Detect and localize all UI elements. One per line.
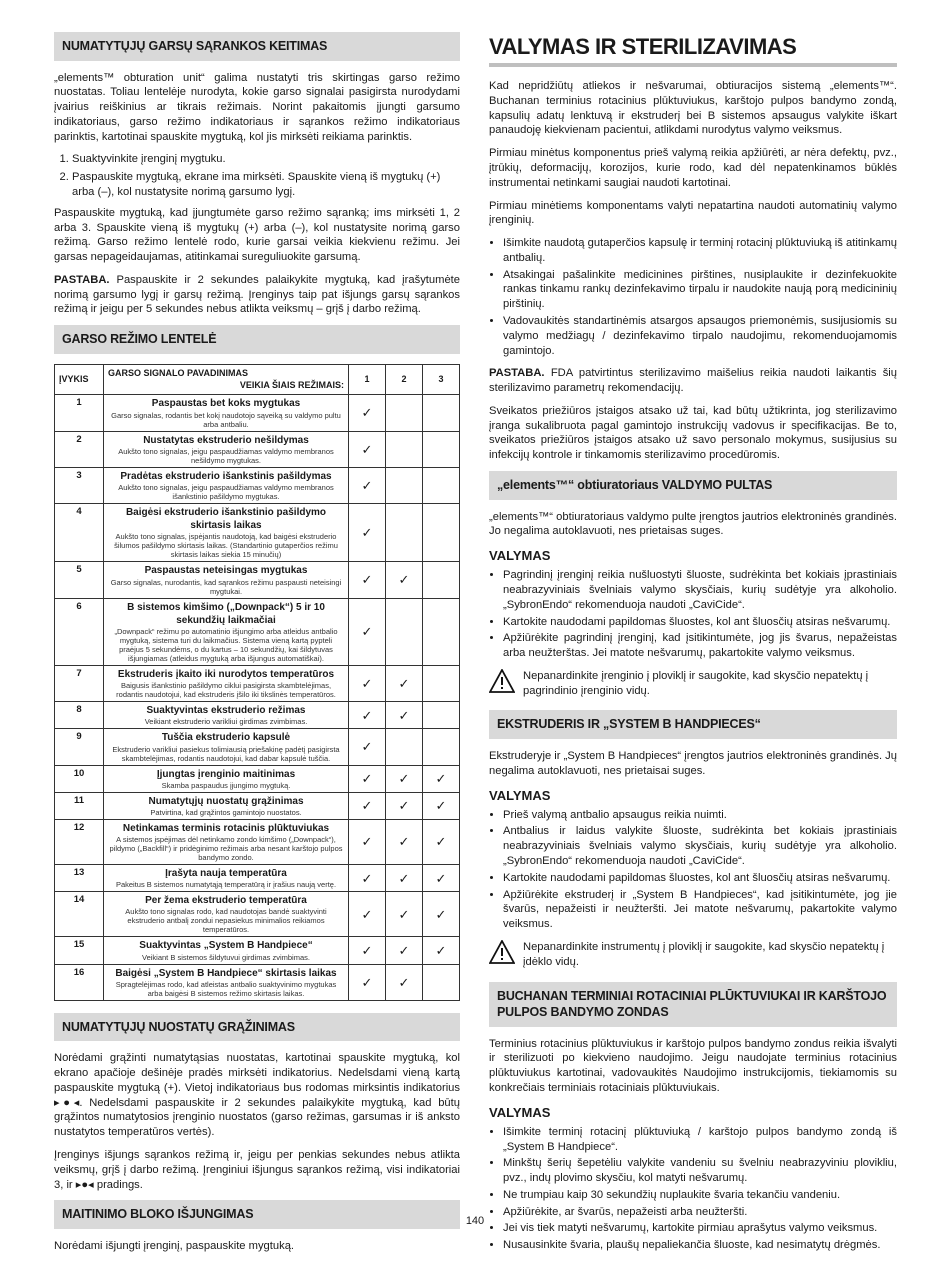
mode-check: ✓: [423, 765, 460, 792]
step-item: 1. Suaktyvinkite įrenginį mygtuku.: [72, 152, 460, 167]
section-title: NUMATYTŲJŲ GARSŲ SĄRANKOS KEITIMAS: [54, 32, 460, 61]
signal-description: Spragtelėjimas rodo, kad atleistas antbalio suaktyvinimo mygtukas arba baigėsi B sistemos režimo skirtasis laikas.: [115, 979, 337, 998]
mode-check: ✓: [386, 665, 423, 701]
paragraph: Kad nepridžiūtų atliekos ir nešvarumai, obtiuracijos sistemą „elements™“. Buchanan terminius rotacinius plūktuviukus, karštojo pulpos bandymo zondą, kapsulių adatų lenktuvą ir ekstruderį bei B sistemos apsaugus valykite iškart panaudoję kiekvienam pacientui, atlikdami nurodytus valymo veiksmus.: [489, 80, 897, 137]
subheading: VALYMAS: [489, 787, 551, 803]
mode-check: ✓: [349, 892, 386, 937]
list-item: • Išimkite terminį rotacinį plūktuviuką / karštojo pulpos bandymo zondą iš „System B Handpiece“.: [503, 1125, 897, 1155]
warning-text: Nepanardinkite instrumentų į ploviklį ir saugokite, kad skysčio nepatektų į įdėklo vidų.: [523, 940, 885, 968]
event-number: 8: [55, 702, 104, 729]
col-header: ĮVYKIS: [55, 364, 104, 395]
signal-name: Įrašyta nauja temperatūra: [165, 868, 287, 880]
table-row: [55, 562, 460, 598]
signal-name: Ekstruderis įkaito iki nurodytos temperatūros: [117, 668, 335, 680]
event-number: 12: [55, 819, 104, 864]
list-item: • Minkštų šerių šepetėliu valykite vandeniu su švelniu neabrazyviniu plovikliu, pvz., indų plovimo skysčiu, kol matyti nešvarumų.: [503, 1156, 897, 1186]
signal-cell: [104, 792, 349, 819]
note: [489, 366, 897, 396]
note-text: Paspauskite ir 2 sekundes palaikykite mygtuką, kad įrašytumėte norimą garsumo lygį ir garsų režimą. Įrenginys taip pat išjungs garsų sąrankos režimą ir jeigu per 5 sekundes nebus atlikta veiksmų – grįš į darbo režimą.: [54, 273, 460, 316]
paragraph: Ekstruderyje ir „System B Handpieces“ įrengtos jautrios elektroninės grandinės. Jų negalima autoklavuoti, nes prietaisai suges.: [489, 749, 897, 777]
page-title: VALYMAS IR STERILIZAVIMAS: [489, 32, 897, 67]
mode-check: ✓: [349, 702, 386, 729]
mode-check: ✓: [423, 819, 460, 864]
col-header-name: GARSO SIGNALO PAVADINIMAS: [108, 367, 249, 378]
section-title: EKSTRUDERIS IR „SYSTEM B HANDPIECES“: [489, 710, 897, 739]
event-number: 7: [55, 665, 104, 701]
signal-description: Patvirtina, kad grąžintos gamintojo nuostatos.: [150, 807, 302, 817]
mode-check: [423, 504, 460, 562]
bullet-list: [489, 568, 897, 661]
paragraph: Pirmiau minėtiems komponentams valyti nepatartina naudoti automatinių valymo įrenginių.: [489, 199, 897, 227]
signal-description: Aukšto tono signalas rodo, kad naudotojas bandė suaktyvinti ekstruderio antbalį zondui nepasiekus minimalios reikiamos temperatūros.: [125, 907, 327, 935]
sound-mode-table: [54, 364, 460, 1001]
signal-cell: [104, 598, 349, 665]
subheading: VALYMAS: [489, 1104, 551, 1120]
signal-cell: [104, 504, 349, 562]
signal-name: Paspaustas bet koks mygtukas: [151, 398, 301, 410]
signal-name: Suaktyvintas „System B Handpiece“: [139, 940, 313, 952]
col-header: 3: [423, 364, 460, 395]
table-row: [55, 765, 460, 792]
mode-check: [423, 702, 460, 729]
mode-check: ✓: [386, 765, 423, 792]
signal-description: „Downpack“ režimu po automatinio išjungimo arba atleidus antbalio mygtuką, sistema turi du laikmačius. Sistema vieną kartą pypteli praėjus 5 sekundėms, o du kartus – 10 sekundžių, kai šildytuvas išjungiamas (atleidus mygtuką arba išjungus automatiškai).: [114, 626, 338, 663]
signal-cell: [104, 702, 349, 729]
table-row: [55, 729, 460, 765]
list-item: • Pagrindinį įrenginį reikia nušluostyti šluoste, sudrėkinta bet kokiais įprastiniais neabrazyviniais švelniais valymo skysčiais, kurių sudėtyje yra alkoholio. „SybronEndo“ rekomenduoja naudoti „CaviCide“.: [503, 568, 897, 612]
table-row: [55, 665, 460, 701]
steps-list: [54, 152, 460, 199]
table-row: [55, 964, 460, 1000]
paragraph: Pirmiau minėtus komponentus prieš valymą reikia apžiūrėti, ar nėra defektų, pvz., įtrūkių, deformacijų, korozijos, kurie rodo, kad dėl nepatenkinamos būklės instrumentai netinkami saugiai naudoti kartotinai.: [489, 147, 897, 189]
list-item: • Atsakingai pašalinkite medicinines pirštines, nusiplaukite ir dezinfekuokite rankas tinkamu rankų dezinfekavimo tirpalu ir naudokite naują porą medicininių pirštinių.: [503, 268, 897, 312]
list-item: • Prieš valymą antbalio apsaugus reikia nuimti.: [503, 808, 897, 823]
paragraph: Įrenginys išjungs sąrankos režimą ir, jeigu per penkias sekundes nebus atlikta veiksmų, grįš į darbo režimą. Įrenginiui išjungus sąrankos režimą, visi indikatoriai 3, ir ▸●◂ pradings.: [54, 1149, 460, 1191]
event-number: 14: [55, 892, 104, 937]
mode-check: ✓: [349, 431, 386, 467]
list-item: • Antbalius ir laidus valykite šluoste, sudrėkinta bet kokiais įprastiniais neabrazyviniais švelniais valymo skysčiais, kurių sudėtyje yra alkoholio. „SybronEndo“ rekomenduoja naudoti „CaviCide“.: [503, 824, 897, 868]
mode-check: ✓: [423, 892, 460, 937]
bullet-list: [489, 808, 897, 932]
table-row: [55, 892, 460, 937]
signal-name: Baigėsi „System B Handpiece“ skirtasis laikas: [115, 967, 337, 979]
subheading: VALYMAS: [489, 548, 551, 564]
paragraph: Sveikatos priežiūros įstaigos atsako už tai, kad būtų užtikrinta, jog sterilizavimo įranga sukalibruota pagal gamintojo instrukcijų vadovus ir specifikacijas. Be to, sveikatos priežiūros įstaigos atsako už savo personalo mokymus, susijusius su infekcijų kontrole ir tinkamomis sterilizavimo procedūromis.: [489, 404, 897, 462]
section-title: „elements™“ obtiuratoriaus VALDYMO PULTAS: [489, 471, 897, 500]
mode-check: [423, 964, 460, 1000]
table-row: [55, 865, 460, 892]
mode-check: [386, 598, 423, 665]
signal-description: Baigusis išankstinio pašildymo ciklui pasigirsta skambtelėjimas, rodantis naudotojui, kad ekstruderis įšilo iki tikslinės temperatūros.: [116, 681, 336, 700]
paragraph: Paspauskite mygtuką, kad įjungtumėte garso režimo sąranką; ims mirksėti 1, 2 arba 3. Spauskite vieną iš mygtukų (+) arba (–), kol nustatysite norimą garso režimą. Garso režimo lentelė rodo, kurie garsai veikia kiekvienu režimu. Jei garsas nepageidaujamas, atitinkamai sureguliuokite garsumą.: [54, 206, 460, 264]
signal-name: Tuščia ekstruderio kapsulė: [161, 732, 291, 744]
mode-check: [423, 562, 460, 598]
table-row: [55, 467, 460, 503]
mode-check: ✓: [349, 792, 386, 819]
step-item: 2. Paspauskite mygtuką, ekrane ima mirksėti. Spauskite vieną iš mygtukų (+) arba (–), kol nustatysite norimą garsumo lygį.: [72, 170, 460, 200]
warning: [489, 669, 897, 699]
signal-cell: [104, 562, 349, 598]
mode-check: ✓: [386, 937, 423, 964]
mode-check: ✓: [423, 865, 460, 892]
signal-cell: [104, 431, 349, 467]
col-header: 1: [349, 364, 386, 395]
signal-name: Pradėtas ekstruderio išankstinis pašildymas: [120, 470, 332, 482]
signal-name: B sistemos kimšimo („Downpack“) 5 ir 10 sekundžių laikmačiai: [127, 601, 325, 626]
right-column: [489, 32, 897, 1261]
list-item: • Nusausinkite švaria, plaušų nepaliekančia šluoste, kad nesimatytų drėgmės.: [503, 1238, 897, 1253]
section-title: MAITINIMO BLOKO IŠJUNGIMAS: [54, 1200, 460, 1229]
signal-cell: [104, 729, 349, 765]
warning: [489, 940, 897, 970]
signal-description: Garso signalas, nurodantis, kad sąrankos režimu paspausti neteisingi mygtukai.: [110, 577, 342, 596]
mode-check: ✓: [386, 964, 423, 1000]
event-number: 2: [55, 431, 104, 467]
mode-check: ✓: [349, 964, 386, 1000]
signal-cell: [104, 819, 349, 864]
col-header: 2: [386, 364, 423, 395]
warning-icon: [489, 669, 515, 693]
signal-name: Baigėsi ekstruderio išankstinio pašildymo skirtasis laikas: [125, 507, 327, 532]
signal-description: Garso signalas, rodantis bet kokį naudotojo sąveiką su valdymo pultu arba antbaliu.: [111, 410, 341, 429]
mode-check: [423, 598, 460, 665]
list-item: • Kartokite naudodami papildomas šluostes, kol ant šluosčių atsiras nešvarumų.: [503, 615, 897, 630]
event-number: 3: [55, 467, 104, 503]
mode-check: ✓: [386, 892, 423, 937]
warning-icon: [489, 940, 515, 964]
list-item: • Apžiūrėkite ekstruderį ir „System B Handpieces“, kad įsitikintumėte, jog jie švarūs, nepažeisti ir neužteršti. Jei matote nešvarumų, pakartokite valymo veiksmus.: [503, 888, 897, 932]
signal-description: Ekstruderio varikliui pasiekus tolimiausią priešakinę padėtį pasigirsta skambtelėjimas, rodantis naudotojui, kad dabar kapsulė tuščia.: [112, 744, 340, 763]
mode-check: [386, 504, 423, 562]
mode-check: ✓: [349, 562, 386, 598]
list-item: • Apžiūrėkite pagrindinį įrenginį, kad įsitikintumėte, jog jis švarus, nepažeistas arba neužterštas. Jei matote nešvarumų, pakartokite valymo veiksmus.: [503, 631, 897, 661]
paragraph: Norėdami išjungti įrenginį, paspauskite mygtuką.: [54, 1239, 295, 1252]
signal-description: Veikiant ekstruderio varikliui girdimas zvimbimas.: [144, 717, 308, 727]
mode-check: ✓: [349, 598, 386, 665]
signal-name: Per žema ekstruderio temperatūra: [145, 895, 307, 907]
table-row: [55, 395, 460, 431]
signal-cell: [104, 467, 349, 503]
mode-check: [386, 729, 423, 765]
paragraph: „elements™ obturation unit“ galima nustatyti tris skirtingas garso režimo nuostatas. Toliau lentelėje nurodyta, kokie garso signalai pasigirsta nurodydami įvairius reiškinius ar tikrais režimais. Norint pakaitomis įjungti garsumo indikatoriaus, garso režimo indikatoriaus ir sąrankos režimo indikatoriaus parinktis, kartotinai spauskite mygtuką, kol jis mirksėti reikiama parinktis.: [54, 71, 460, 143]
mode-check: ✓: [349, 937, 386, 964]
signal-cell: [104, 964, 349, 1000]
page-number: 140: [465, 1215, 485, 1227]
mode-check: ✓: [386, 702, 423, 729]
list-item: • Kartokite naudodami papildomas šluostes, kol ant šluosčių atsiras nešvarumų.: [503, 871, 897, 886]
mode-check: ✓: [386, 562, 423, 598]
event-number: 10: [55, 765, 104, 792]
event-number: 4: [55, 504, 104, 562]
signal-description: Aukšto tono signalas, jeigu paspaudžiamas valdymo membranos nešildymo mygtukas.: [118, 446, 334, 465]
list-item: • Apžiūrėkite, ar švarūs, nepažeisti arba neužteršti.: [503, 1205, 897, 1220]
bullet-list: [489, 1125, 897, 1253]
list-item: • Jei vis tiek matyti nešvarumų, kartokite pirmiau aprašytus valymo veiksmus.: [503, 1221, 897, 1236]
event-number: 9: [55, 729, 104, 765]
signal-cell: [104, 937, 349, 964]
signal-cell: [104, 665, 349, 701]
paragraph: Terminius rotacinius plūktuviukus ir karštojo pulpos bandymo zondus reikia išvalyti ir sterilizuoti po kiekvieno naudojimo. Jeigu naudojate terminius rotacinius plūktuviukus kartotinai, vadovaukitės Naudojimo instrukcijomis, tiekiamomis su konkrečiais terminiais rotaciniais plūktuviukais.: [489, 1037, 897, 1094]
signal-description: Veikiant B sistemos šildytuvui girdimas zvimbimas.: [142, 952, 310, 962]
table-row: [55, 937, 460, 964]
event-number: 5: [55, 562, 104, 598]
table-row: [55, 431, 460, 467]
signal-description: Skamba paspaudus įjungimo mygtuką.: [161, 780, 291, 790]
mode-check: [386, 431, 423, 467]
note-text: FDA patvirtintus sterilizavimo maišelius reikia naudoti laikantis šių sterilizavimo parametrų rekomendacijų.: [489, 367, 897, 395]
section-title: BUCHANAN TERMINIAI ROTACINIAI PLŪKTUVIUKAI IR KARŠTOJO PULPOS BANDYMO ZONDAS: [489, 982, 897, 1027]
mode-check: ✓: [349, 395, 386, 431]
table-row: [55, 598, 460, 665]
col-header: [104, 364, 349, 395]
table-row: [55, 702, 460, 729]
mode-check: [423, 395, 460, 431]
signal-description: Aukšto tono signalas, jeigu paspaudžiamas valdymo membranos išankstinio pašildymo mygtukas.: [118, 483, 334, 502]
col-header-modes: VEIKIA ŠIAIS REŽIMAIS:: [239, 379, 344, 390]
list-item: • Išimkite naudotą gutaperčios kapsulę ir terminį rotacinį plūktuviuką iš atitinkamų antbalių.: [503, 236, 897, 266]
event-number: 16: [55, 964, 104, 1000]
mode-check: [386, 467, 423, 503]
mode-check: ✓: [349, 729, 386, 765]
mode-check: [423, 431, 460, 467]
signal-name: Suaktyvintas ekstruderio režimas: [146, 705, 306, 717]
mode-check: ✓: [423, 792, 460, 819]
mode-check: ✓: [349, 467, 386, 503]
warning-text: Nepanardinkite įrenginio į ploviklį ir saugokite, kad skysčio nepatektų į pagrindinio įrenginio vidų.: [523, 669, 869, 697]
signal-cell: [104, 765, 349, 792]
mode-check: ✓: [386, 865, 423, 892]
signal-name: Numatytųjų nuostatų grąžinimas: [148, 795, 304, 807]
left-column: [54, 32, 460, 1262]
event-number: 6: [55, 598, 104, 665]
event-number: 13: [55, 865, 104, 892]
signal-description: Aukšto tono signalas, įspėjantis naudotoją, kad baigėsi ekstruderio šilumos pašildymo skirtasis laikas. (Standartinio gutaperčios režimu skirtasis laikas siekia 15 minučių): [114, 532, 338, 560]
event-number: 15: [55, 937, 104, 964]
signal-cell: [104, 865, 349, 892]
event-number: 11: [55, 792, 104, 819]
table-header-row: [55, 364, 460, 395]
list-item: • Vadovaukitės standartinėmis atsargos apsaugos priemonėmis, susijusiomis su valymo medžiagų / dezinfekavimo tirpalo naudojimu, rekomenduojamomis gamintojo.: [503, 314, 897, 358]
note-label: PASTABA.: [489, 367, 545, 380]
mode-check: ✓: [349, 504, 386, 562]
mode-check: [386, 395, 423, 431]
signal-cell: [104, 395, 349, 431]
note: [54, 273, 460, 317]
note-label: PASTABA.: [54, 273, 110, 286]
mode-check: ✓: [386, 819, 423, 864]
mode-check: [423, 729, 460, 765]
signal-name: Įjungtas įrenginio maitinimas: [156, 768, 296, 780]
section-title: GARSO REŽIMO LENTELĖ: [54, 325, 460, 354]
mode-check: ✓: [349, 765, 386, 792]
mode-check: ✓: [423, 937, 460, 964]
paragraph: „elements™“ obtiuratoriaus valdymo pulte įrengtos jautrios elektroninės grandinės. Jo negalima autoklavuoti, nes prietaisas suges.: [489, 510, 897, 538]
list-item: • Ne trumpiau kaip 30 sekundžių nuplaukite švaria tekančiu vandeniu.: [503, 1188, 897, 1203]
table-row: [55, 504, 460, 562]
mode-check: [423, 467, 460, 503]
mode-check: ✓: [349, 865, 386, 892]
signal-description: Pakeitus B sistemos numatytąją temperatūrą ir įrašius naują vertę.: [115, 880, 337, 890]
mode-check: ✓: [349, 665, 386, 701]
table-row: [55, 819, 460, 864]
signal-cell: [104, 892, 349, 937]
signal-description: A sistemos įspėjimas dėl netinkamo zondo kimšimo („Downpack“), pildymo („Backfill“) ir pridėginimo režimais arba nesant karštojo pulpos bandymo zondo.: [109, 835, 343, 863]
bullet-list: [489, 236, 897, 358]
paragraph: Norėdami grąžinti numatytąsias nuostatas, kartotinai spauskite mygtuką, kol ekrano apačioje dešinėje pradės mirksėti indikatorius. Nedelsdami vieną kartą paspauskite mygtuką (+). Vietoj indikatoriaus bus rodomas mirksintis indikatorius ▸●◂. Nedelsdami paspauskite ir 2 sekundes palaikykite mygtuką, kad būtų grąžintos numatytosios įrenginio nuostatos (garso režimas, garsumas ir iš anksto nustatytos temperatūros vertės).: [54, 1052, 460, 1139]
section-title: NUMATYTŲJŲ NUOSTATŲ GRĄŽINIMAS: [54, 1013, 460, 1042]
signal-name: Netinkamas terminis rotacinis plūktuviukas: [122, 822, 330, 834]
mode-check: ✓: [386, 792, 423, 819]
event-number: 1: [55, 395, 104, 431]
mode-check: ✓: [349, 819, 386, 864]
signal-name: Paspaustas neteisingas mygtukas: [144, 565, 308, 577]
table-row: [55, 792, 460, 819]
mode-check: [423, 665, 460, 701]
signal-name: Nustatytas ekstruderio nešildymas: [143, 434, 309, 446]
